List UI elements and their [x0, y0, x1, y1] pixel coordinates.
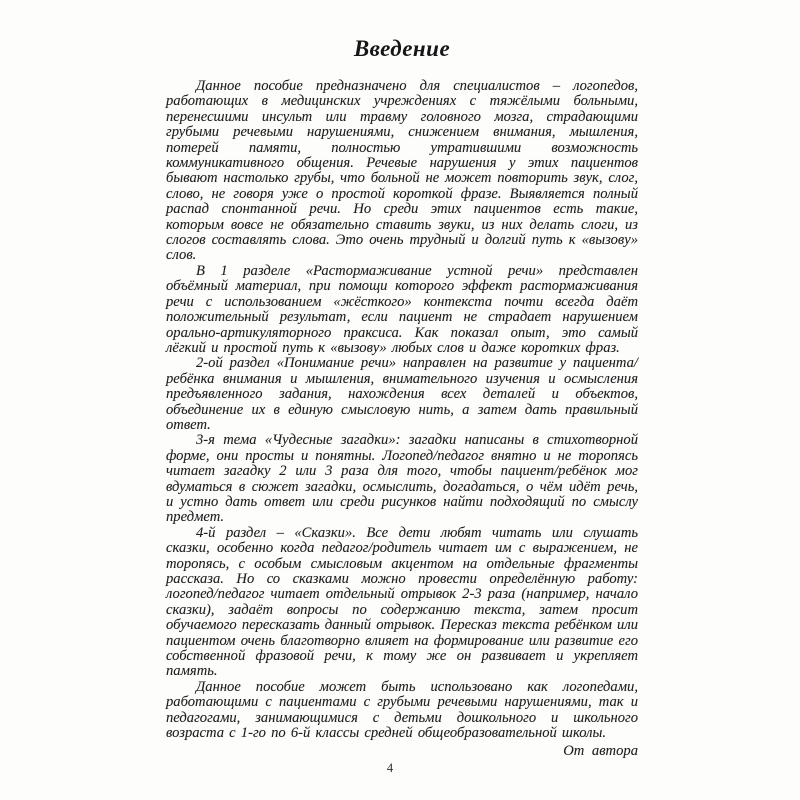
page-number: 4: [386, 761, 394, 775]
page-content: [166, 36, 638, 760]
author-signature: От автора: [563, 743, 638, 760]
page-title: Введение: [353, 36, 451, 61]
paragraph-6: Данное пособие может быть использовано как логопедами, работающими с пациентами с грубыми речевыми нарушениями, так и педагогами, занимающимися с детьми дошкольного и школьного возраста с 1-го по 6-й классы средней общеобразовательной школы.: [166, 678, 638, 742]
paragraph-1: Данное пособие предназначено для специалистов – логопедов, работающих в медицинских учреждениях с тяжёлыми больными, перенесшими инсульт или травму головного мозга, страдающими грубыми речевыми нарушениями, снижением внимания, мышления, потерей памяти, полностью утратившими возможность коммуникативного общения. Речевые нарушения у этих пациентов бывают настолько грубы, что больной не может повторить звук, слог, слово, не говоря уже о простой короткой фразе. Выявляется полный распад спонтанной речи. Но среди этих пациентов есть такие, которым вовсе не обязательно ставить звуки, из них делать слоги, из слогов составлять слова. Это очень трудный и долгий путь к «вызову» слов.: [166, 78, 638, 264]
paragraph-4: 3-я тема «Чудесные загадки»: загадки написаны в стихотворной форме, они просты и понятны. Логопед/педагог внятно и не торопясь читает загадку 2 или 3 раза для того, чтобы пациент/ребёнок мог вдуматься в сюжет загадки, осмыслить, догадаться, о чём идёт речь, и устно дать ответ или среди рисунков найти подходящий по смыслу предмет.: [166, 432, 638, 526]
paragraph-5: 4-й раздел – «Сказки». Все дети любят читать или слушать сказки, особенно когда педагог/родитель читает им с выражением, не торопясь, с особым смысловым акцентом на отдельные фрагменты рассказа. Но со сказками можно провести определённую работу: логопед/педагог читает отдельный отрывок 2-3 раза (например, начало сказки), задаёт вопросы по содержанию текста, затем просит обучаемого пересказать данный отрывок. Пересказ текста ребёнком или пациентом очень благотворно влияет на формирование или развитие его собственной фразовой речи, к тому же он развивает и укрепляет память.: [166, 524, 639, 680]
paragraph-2: В 1 разделе «Растормаживание устной речи» представлен объёмный материал, при помощи которого эффект растормаживания речи с использованием «жёсткого» контекста почти всегда даёт положительный результат, если пациент не страдает нарушением орально-артикуляторного праксиса. Как показал опыт, это самый лёгкий и простой путь к «вызову» любых слов и даже коротких фраз.: [166, 262, 638, 356]
paragraph-3: 2-ой раздел «Понимание речи» направлен на развитие у пациента/ребёнка внимания и мышления, внимательного изучения и осмысления предъявленного задания, нахождения всех деталей и объектов, объединение их в единую смысловую нить, а затем дать правильный ответ.: [166, 355, 638, 433]
